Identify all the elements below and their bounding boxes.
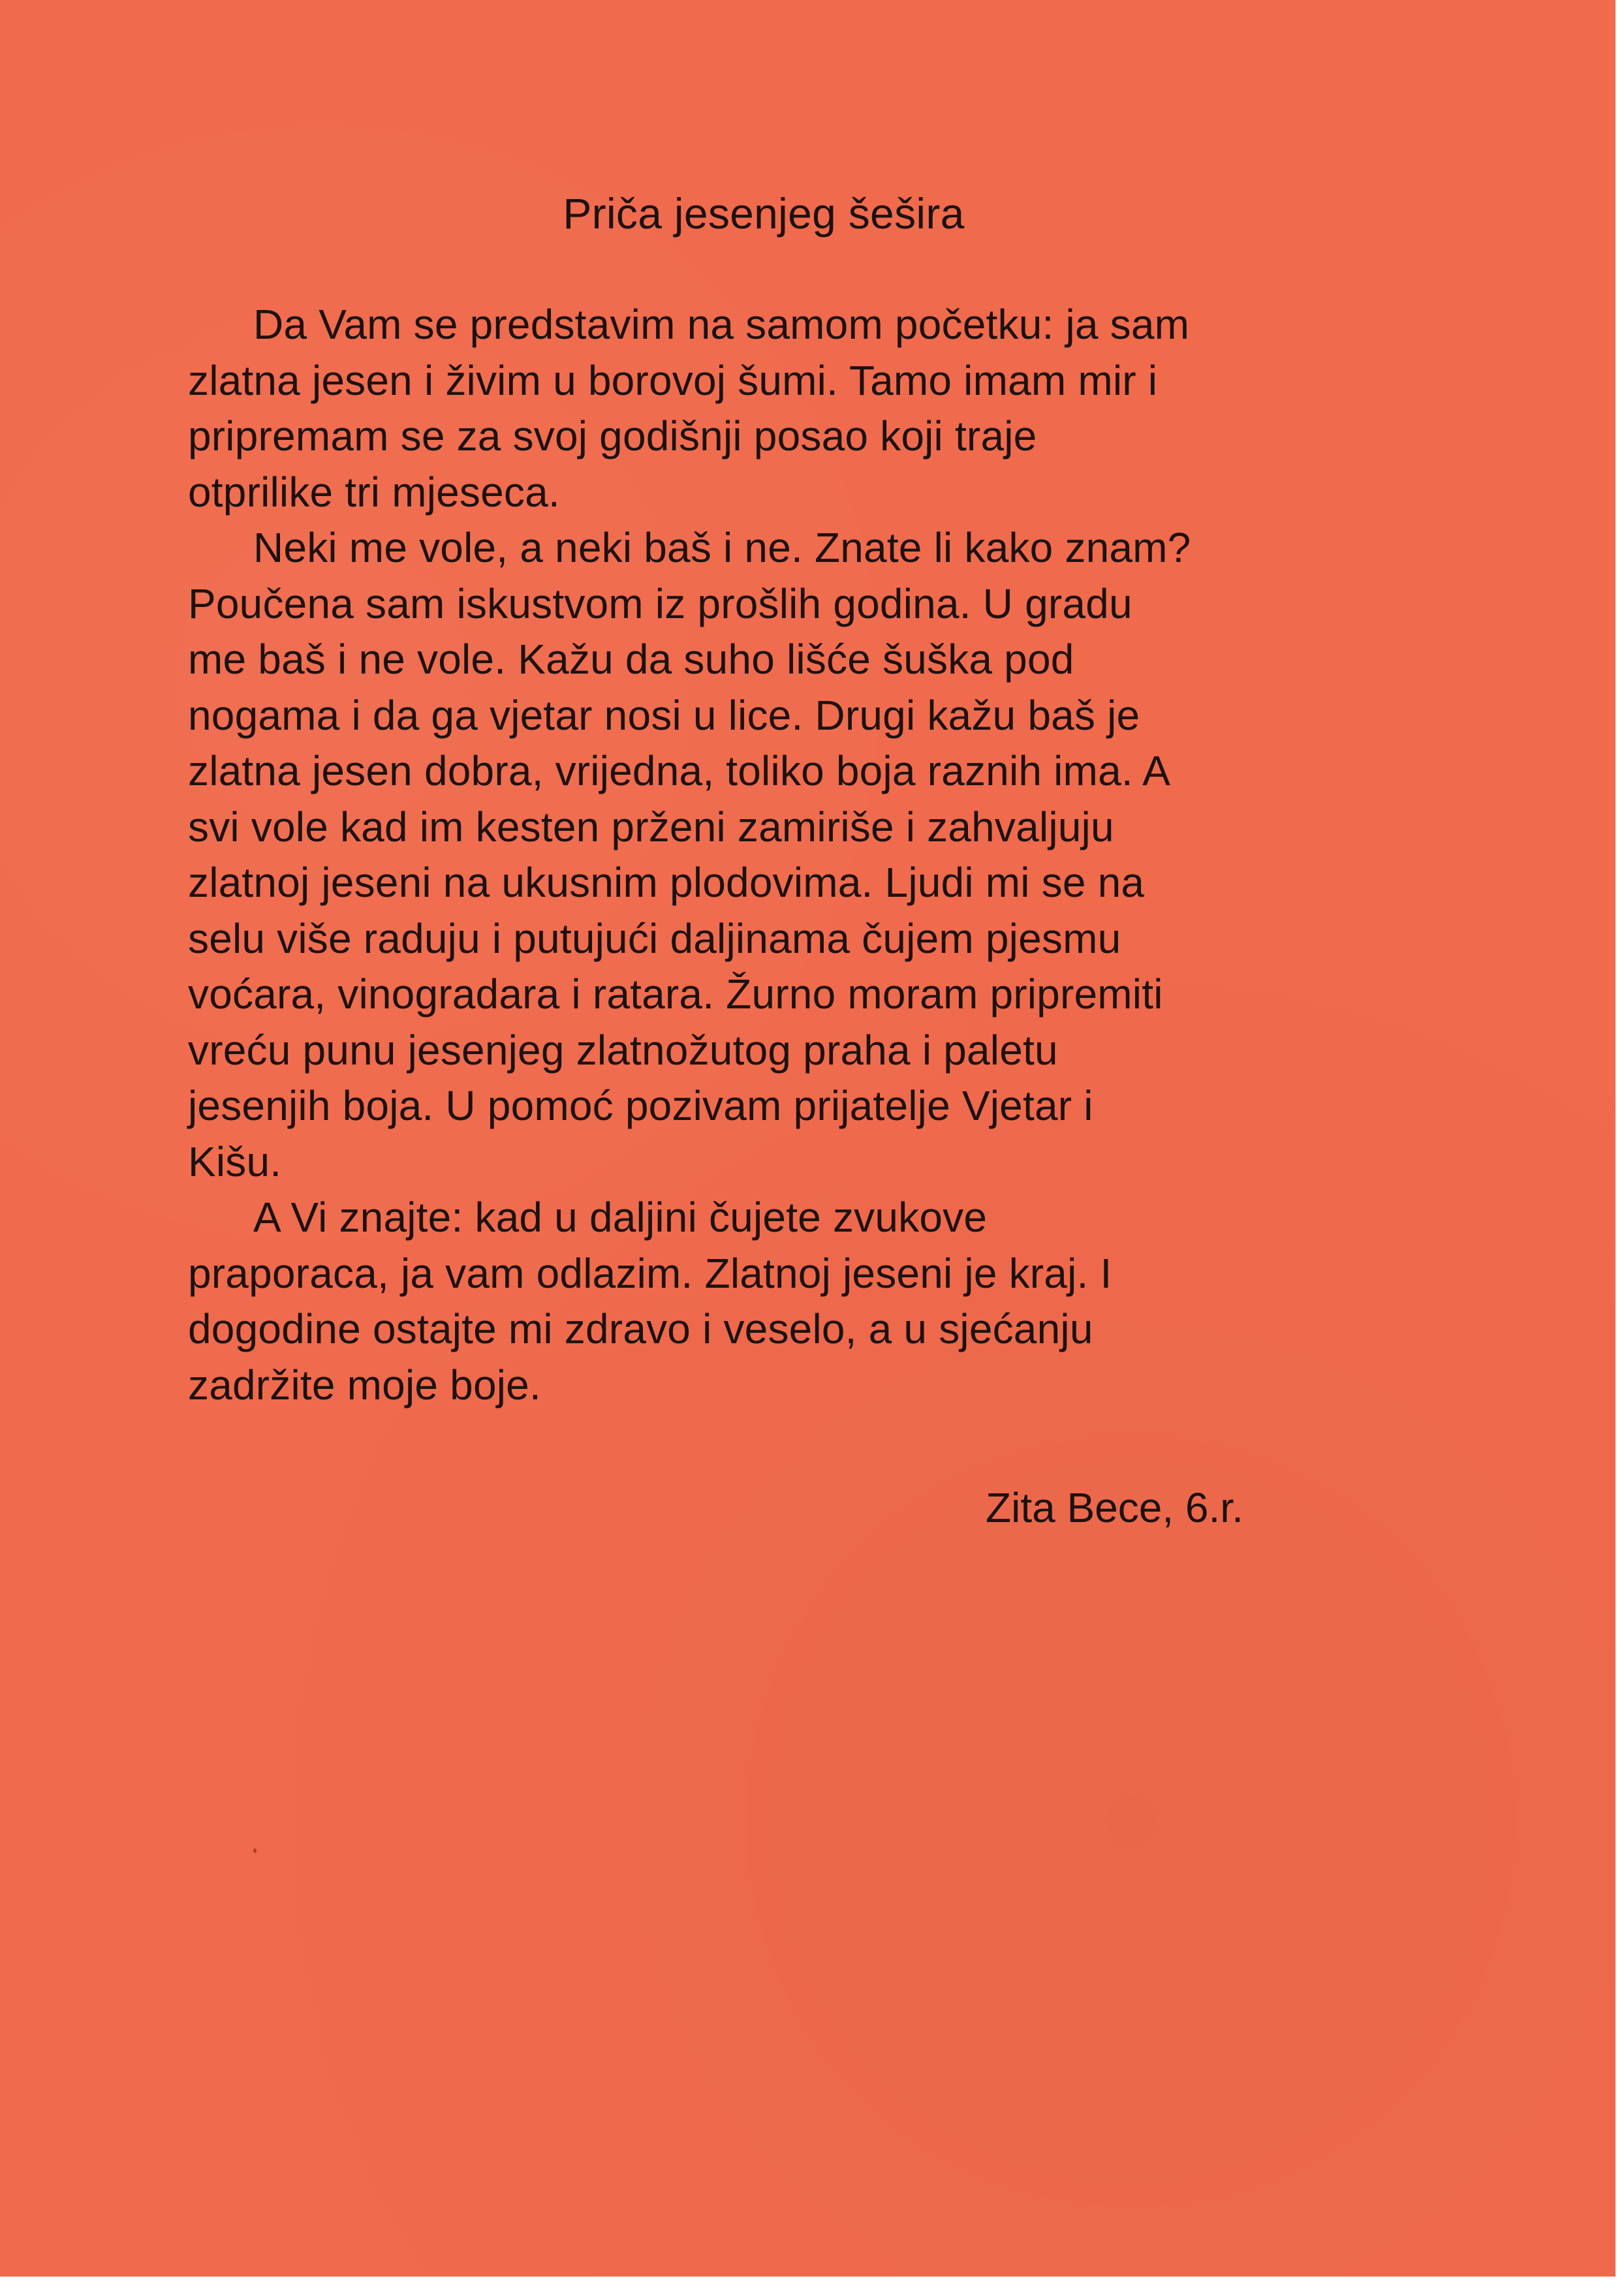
text-line: zadržite moje boje. bbox=[188, 1361, 541, 1408]
text-line: Da Vam se predstavim na samom početku: ja sam bbox=[253, 301, 1190, 348]
text-line: Kišu. bbox=[188, 1138, 282, 1185]
text-line: svi vole kad im kesten prženi zamiriše i zahvaljuju bbox=[188, 803, 1114, 850]
document-title: Priča jesenjeg šešira bbox=[563, 189, 965, 238]
text-line: zlatnoj jeseni na ukusnim plodovima. Ljudi mi se na bbox=[188, 859, 1145, 906]
paragraph-1 bbox=[188, 297, 1441, 520]
story-body bbox=[188, 297, 1441, 1413]
paragraph-3 bbox=[188, 1190, 1441, 1413]
paper-speck bbox=[253, 1848, 257, 1853]
text-line: me baš i ne vole. Kažu da suho lišće šuška pod bbox=[188, 636, 1074, 683]
text-line: praporaca, ja vam odlazim. Zlatnoj jeseni je kraj. I bbox=[188, 1249, 1112, 1297]
text-line: vreću punu jesenjeg zlatnožutog praha i paletu bbox=[188, 1026, 1058, 1074]
text-line: selu više raduju i putujući daljinama čujem pjesmu bbox=[188, 914, 1121, 962]
text-line: Neki me vole, a neki baš i ne. Znate li kako znam? bbox=[253, 524, 1191, 571]
text-line: dogodine ostajte mi zdravo i veselo, a u sjećanju bbox=[188, 1305, 1093, 1352]
text-line: Poučena sam iskustvom iz prošlih godina. U gradu bbox=[188, 580, 1132, 627]
text-line: otprilike tri mjeseca. bbox=[188, 468, 560, 516]
text-line: zlatna jesen i živim u borovoj šumi. Tamo imam mir i bbox=[188, 356, 1158, 404]
text-line: jesenjih boja. U pomoć pozivam prijatelje Vjetar i bbox=[188, 1082, 1093, 1129]
text-line: A Vi znajte: kad u daljini čujete zvukove bbox=[253, 1194, 988, 1241]
text-line: pripremam se za svoj godišnji posao koji traje bbox=[188, 412, 1037, 459]
text-line: nogama i da ga vjetar nosi u lice. Drugi kažu baš je bbox=[188, 691, 1140, 739]
text-line: zlatna jesen dobra, vrijedna, toliko boja raznih ima. A bbox=[188, 747, 1171, 794]
text-line: voćara, vinogradara i ratara. Žurno moram pripremiti bbox=[188, 971, 1163, 1018]
author-signature: Zita Bece, 6.r. bbox=[986, 1484, 1243, 1531]
paragraph-2 bbox=[188, 520, 1441, 1190]
